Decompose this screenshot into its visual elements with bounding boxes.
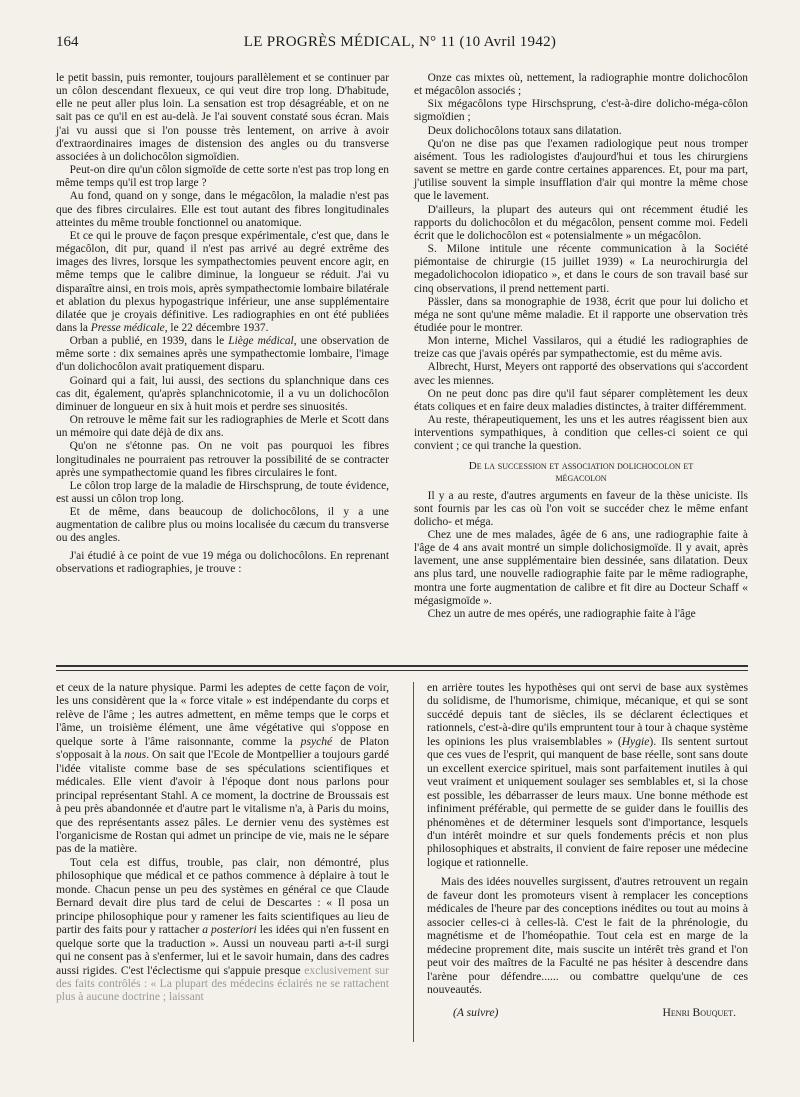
author-name: Henri Bouquet.	[662, 1006, 736, 1020]
paragraph: Et de même, dans beaucoup de dolichocôlons, il y a une augmentation de calibre plus ou moins localisée du cæcum du transverse ou des angles.	[56, 506, 389, 545]
paragraph: Il y a au reste, d'autres arguments en faveur de la thèse uniciste. Ils sont fournis par les cas où l'on voit se succéder chez le même enfant dolicho- et méga.	[414, 489, 748, 528]
section-heading-line: De la succession et association dolichocolon et	[468, 459, 694, 472]
paragraph: On retrouve le même fait sur les radiographies de Merle et Scott dans un mémoire qui date déjà de dix ans.	[56, 414, 389, 440]
paragraph	[56, 230, 389, 335]
signature-line	[427, 1006, 748, 1019]
paragraph	[56, 856, 389, 1004]
paragraph: On ne peut donc pas dire qu'il faut séparer complètement les deux états coliques et en faire deux maladies distinctes, à traiter différemment.	[414, 387, 748, 413]
section-heading-line: mégacolon	[555, 471, 607, 484]
text-run: et ceux de la nature physique. Parmi les adeptes de cette façon de voir, les uns considèrent que la « force vitale » est indépendante du corps et relève de l'âme ; les autres admettent, en même temps que le corps et l'âme, un troisième élément, une âme végétative qui s'oppose en quelque sorte à l'âme raisonnante, comme la	[56, 681, 389, 748]
paragraph: Peut-on dire qu'un côlon sigmoïde de cette sorte n'est pas trop long en même temps qu'il est trop large ?	[56, 164, 389, 190]
paragraph	[56, 681, 389, 856]
paragraph: J'ai étudié à ce point de vue 19 méga ou dolichocôlons. En reprenant observations et radiographies, je trouve :	[56, 549, 389, 575]
text-run: les idées qui n'en fussent en quelque sorte que la traduction ». Aussi un nouveau parti a-t-il surgi qui ne consent pas à s'enfermer, lui et le savoir humain, dans des cadres aussi rigides. C'est l'éclectisme qui s'appuie presque	[56, 923, 390, 977]
article-column-top-left	[56, 72, 389, 576]
text-run: en arrière toutes les hypothèses qui ont servi de base aux systèmes du solidisme, de l'humorisme, chimique, mécanique, et qui se sont succédé depuis tant de siècles, ils se déclarent éclectiques et rationnels, c'est-à-dire qu'ils empruntent tour à tour à chaque système les opinions les plus vraisemblables » (	[427, 681, 748, 748]
paragraph: Qu'on ne dise pas que l'examen radiologique peut nous tromper aisément. Tous les radiologistes d'aujourd'hui et tous les chirurgiens savent se mettre en garde contre certaines apparences. Et, pour ma part, j'utilise souvent la simple insufflation d'air qui montre la même chose que le lavement.	[414, 137, 748, 203]
text-run: ). Ils sentent surtout que ces vues de l'esprit, qui manquent de base réelle, sont sans doute un excellent exercice spirituel, mais sont parfaitement inutiles à qui veut vraiment et uniquement soulager ses semblables et, si la chose est possible, les débarrasser de leurs maux. Une bonne méthode est infiniment préférable, qui permette de se guider dans le fouillis des phénomènes et de déterminer lesquels sont d'importance, lesquels d'un intérêt moindre et sur quels fondements précis et non plus philosophiques et abstraits, il convient de faire reposer une médecine logique et rationnelle.	[427, 734, 748, 869]
section-heading	[414, 460, 748, 484]
paragraph: Chez une de mes malades, âgée de 6 ans, une radiographie faite à l'âge de 4 ans avait montré un simple dolichosigmoïde. Il y avait, après lavement, une anse supplémentaire bien dessinée, sans dilatation. Deux ans plus tard, une nouvelle radiographie faite par le même radiographe, montra une forte augmentation de calibre et fit dire au Docteur Schaff « mégasigmoïde ».	[414, 529, 748, 607]
text-run: , le 22 décembre 1937.	[164, 321, 269, 334]
text-run: Tout cela est diffus, trouble, pas clair, non démontré, plus philosophique que médical et ce pathos commence à déplaire à tout le monde. Chacun pense un peu des systèmes en général ce que Claude Bernard devait dire plus tard de celui de Descartes : « Il posa un principe philosophique pour y ramener les faits scientifiques au lieu de partir des faits pour y rattacher	[56, 855, 389, 937]
text-run: . On sait que l'Ecole de Montpellier a toujours gardé l'idée vitaliste comme base de ses spéculations scientifiques et médicales. Elle vient d'avoir à l'époque dont nous parlons pour principal représentant Stahl. A ce moment, la doctrine de Broussais est à peu près abandonnée et d'autre part le vitalisme n'a, à Paris du moins, que des représentants assez pâles. Le dernier venu des systèmes est l'organicisme de Rostan qui admet un principe de vie, mais ne le sépare pas de la matière.	[56, 748, 389, 856]
paragraph: Deux dolichocôlons totaux sans dilatation.	[427, 124, 622, 137]
paragraph: Mon interne, Michel Vassilaros, qui a étudié les radiographies de treize cas que j'avais opérés par sympathectomie, est du même avis.	[414, 335, 748, 361]
page-number: 164	[56, 34, 79, 50]
paragraph: Le côlon trop large de la maladie de Hirschsprung, de toute évidence, est aussi un côlon trop long.	[56, 479, 389, 505]
paragraph	[427, 681, 748, 869]
text-run: de Platon s'opposait à la	[56, 734, 389, 762]
article-column-top-right	[414, 72, 748, 621]
emphasis: a posteriori	[202, 923, 257, 937]
emphasis: nous	[124, 748, 147, 762]
journal-title: Liège médical	[228, 335, 294, 348]
faded-text: exclusivement sur des faits contrôlés : « La plupart des médecins éclairés ne se rattachent plus à aucune doctrine ; laissant	[56, 963, 389, 1004]
feuilleton-column-left	[56, 681, 389, 1004]
to-be-continued: (A suivre)	[453, 1006, 499, 1020]
paragraph: Chez un autre de mes opérés, une radiographie faite à l'âge	[427, 607, 696, 620]
text-run: Et ce qui le prouve de façon presque expérimentale, c'est que, dans le mégacôlon, dit pur, quand il n'est pas arrivé au degré extrême des images des livres, lorsque les sympathectomies peuvent encore agir, en même temps que le calibre diminue, la longueur se réduit. J'ai vu disparaître ainsi, en trois mois, après sympathectomie lombaire bilatérale et ablation du plexus hypogastrique inférieur, une anse supplémentaire dilatée que je croyais définitive. Les radiographies en ont été publiées dans la	[56, 229, 389, 334]
paragraph: le petit bassin, puis remonter, toujours parallèlement et se continuer par un côlon descendant flexueux, ce qui veut dire trop long. D'habitude, elle ne peut aller plus loin. La sensation est trop désagréable, et on ne sait pas ce qu'il en est au-delà. Je l'ai souvent constaté sous écran. Mais j'ai vu aussi que si l'on pousse très lentement, on arrive à avoir d'extraordinaires images de distension des angles ou du transverse associées à un dolichocôlon sigmoïdien.	[56, 72, 389, 163]
paragraph: Au reste, thérapeutiquement, les uns et les autres réagissent bien aux interventions sympathiques, à condition que celles-ci soient ce qui convient ; ce qui tranche la question.	[414, 414, 748, 453]
section-divider-rule	[56, 665, 748, 667]
paragraph: Goinard qui a fait, lui aussi, des sections du splanchnique dans ces cas dit, également, qu'après splanchnicotomie, il a vu un dolichocôlon diminuer de longueur en six à huit mois et perdre ses sinuosités.	[56, 374, 389, 413]
section-divider-rule	[56, 670, 748, 671]
page-header	[56, 34, 744, 56]
text-run: , une observation de même sorte : dix semaines après une sympathectomie lombaire, l'image d'un dolichocôlon avait pratiquement disparu.	[56, 335, 389, 374]
paragraph: Onze cas mixtes où, nettement, la radiographie montre dolichocôlon et mégacôlon associés ;	[414, 72, 748, 98]
paragraph: Qu'on ne s'étonne pas. On ne voit pas pourquoi les fibres longitudinales ne pourraient pas retrouver la possibilité de se contracter après une sympathectomie quand les fibres circulaires le font.	[56, 440, 389, 479]
paragraph	[56, 335, 389, 374]
emphasis: psyché	[300, 734, 333, 748]
paragraph: S. Milone intitule une récente communication à la Société piémontaise de chirurgie (15 juillet 1939) « La neurochirurgia del megadolichocolon idiopatico », et dans le cours de son travail basé sur cinq observations, il prend nettement parti.	[414, 243, 748, 295]
paragraph: Pässler, dans sa monographie de 1938, écrit que pour lui dolicho et méga ne sont qu'une même maladie. Et il rapporte une observation très étudiée pour le montrer.	[414, 295, 748, 334]
paragraph: Albrecht, Hurst, Meyers ont rapporté des observations qui s'accordent avec les miennes.	[414, 361, 748, 387]
journal-title: Hygie	[621, 734, 650, 748]
journal-title: Presse médicale	[90, 321, 165, 334]
paragraph: Au fond, quand on y songe, dans le mégacôlon, la maladie n'est pas que des fibres circulaires. Elle est tout autant des fibres longitudinales atteintes du même trouble fonctionnel ou anatomique.	[56, 190, 389, 229]
paragraph: Mais des idées nouvelles surgissent, d'autres retrouvent un regain de faveur dont les promoteurs visent à remplacer les conceptions médicales de l'heure par des conceptions inédites ou tout au moins à associer celles-ci à celles-là. C'est le fait de la phrénologie, du magnétisme et de l'homéopathie. Tout cela est en marge de la médecine proprement dite, mais suscite un intérêt très grand et l'on peut voir des maîtres de la Faculté ne pas hésiter à descendre dans l'arène pour défendre...... ou combattre quelqu'une de ces nouveautés.	[427, 875, 748, 996]
text-run: Orban a publié, en 1939, dans le	[69, 335, 229, 348]
paragraph: Six mégacôlons type Hirschsprung, c'est-à-dire dolicho-méga-côlon sigmoïdien ;	[414, 98, 748, 124]
feuilleton-column-right	[427, 681, 748, 1020]
column-divider	[413, 682, 414, 1042]
running-title: LE PROGRÈS MÉDICAL, N° 11 (10 Avril 1942)	[243, 34, 557, 50]
paragraph: D'ailleurs, la plupart des auteurs qui ont récemment étudié les rapports du dolichocôlon et du mégacôlon, pensent comme moi. Fedeli écrit que le dolichocôlon est « potensialmente » un mégacôlon.	[414, 203, 748, 242]
